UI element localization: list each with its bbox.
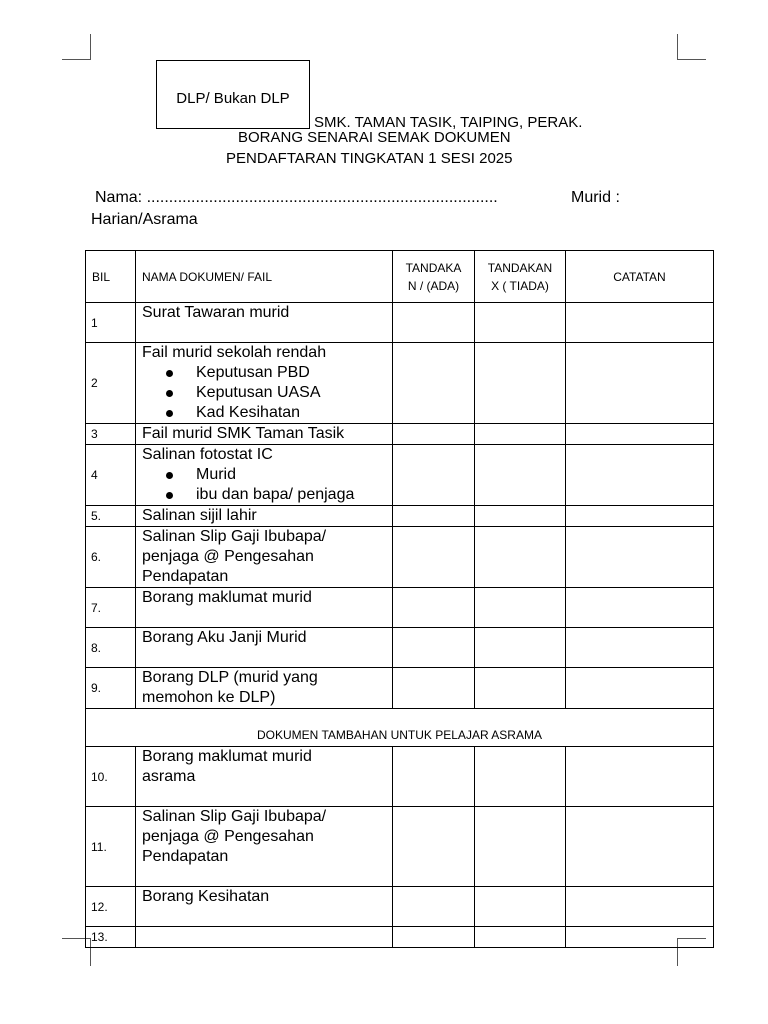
- document-name-cell: [136, 445, 393, 506]
- tick-available-cell[interactable]: [393, 668, 475, 709]
- dlp-status-label: DLP/ Bukan DLP: [176, 90, 290, 107]
- school-name: SMK. TAMAN TASIK, TAIPING, PERAK.: [314, 114, 583, 131]
- row-number: 3: [86, 424, 136, 445]
- tick-available-cell[interactable]: [393, 527, 475, 588]
- document-name-line: Borang Kesihatan: [142, 888, 270, 905]
- tick-unavailable-cell[interactable]: [475, 303, 566, 343]
- tick-available-cell[interactable]: [393, 506, 475, 527]
- document-name-line: Salinan sijil lahir: [142, 507, 257, 524]
- document-name-cell: [136, 628, 393, 668]
- document-name-line: Pendapatan: [142, 568, 229, 585]
- sub-document-item: Keputusan PBD: [166, 363, 386, 383]
- row-number: 4: [86, 445, 136, 506]
- row-number: 8.: [86, 628, 136, 668]
- table-row: [86, 668, 714, 709]
- crop-mark-top-left-v: [90, 34, 91, 59]
- document-name-line: Borang maklumat murid: [142, 748, 312, 765]
- sub-document-item: Murid: [166, 465, 386, 485]
- header-bil: BIL: [86, 251, 136, 303]
- header-tick-unavailable-line-1: TANDAKAN: [487, 260, 553, 275]
- tick-unavailable-cell[interactable]: [475, 506, 566, 527]
- document-name-cell: [136, 527, 393, 588]
- tick-available-cell[interactable]: [393, 887, 475, 927]
- notes-cell[interactable]: [566, 343, 714, 424]
- crop-mark-top-left-h: [62, 59, 91, 60]
- sub-document-list: [142, 363, 386, 423]
- table-row: [86, 343, 714, 424]
- notes-cell[interactable]: [566, 628, 714, 668]
- notes-cell[interactable]: [566, 668, 714, 709]
- document-name-line: Salinan fotostat IC: [142, 446, 273, 463]
- row-number: 12.: [86, 887, 136, 927]
- sub-document-item: Keputusan UASA: [166, 383, 386, 403]
- sub-document-item: ibu dan bapa/ penjaga: [166, 485, 386, 505]
- form-subtitle: PENDAFTARAN TINGKATAN 1 SESI 2025: [226, 150, 513, 167]
- tick-unavailable-cell[interactable]: [475, 527, 566, 588]
- student-type-label: Murid :: [571, 189, 620, 206]
- document-name-cell: [136, 343, 393, 424]
- document-name-line: asrama: [142, 768, 196, 785]
- header-tick-available-line-1: TANDAKA: [405, 260, 462, 275]
- tick-available-cell[interactable]: [393, 807, 475, 887]
- tick-unavailable-cell[interactable]: [475, 747, 566, 807]
- tick-available-cell[interactable]: [393, 303, 475, 343]
- tick-available-cell[interactable]: [393, 927, 475, 948]
- table-row: [86, 927, 714, 948]
- table-header-row: [86, 251, 714, 303]
- document-name-line: Salinan Slip Gaji Ibubapa/: [142, 528, 327, 545]
- row-number: 9.: [86, 668, 136, 709]
- table-row: [86, 445, 714, 506]
- document-name-line: Pendapatan: [142, 848, 229, 865]
- table-row: [86, 588, 714, 628]
- table-row: [86, 628, 714, 668]
- header-tick-available: [393, 251, 475, 303]
- tick-unavailable-cell[interactable]: [475, 927, 566, 948]
- sub-document-list: [142, 465, 386, 505]
- table-row: [86, 424, 714, 445]
- document-name-cell: [136, 588, 393, 628]
- crop-mark-top-right-v: [677, 34, 678, 59]
- tick-available-cell[interactable]: [393, 424, 475, 445]
- row-number: 1: [86, 303, 136, 343]
- tick-unavailable-cell[interactable]: [475, 424, 566, 445]
- tick-available-cell[interactable]: [393, 588, 475, 628]
- tick-unavailable-cell[interactable]: [475, 887, 566, 927]
- tick-unavailable-cell[interactable]: [475, 807, 566, 887]
- document-name-cell: [136, 887, 393, 927]
- row-number: 6.: [86, 527, 136, 588]
- student-type-options: Harian/Asrama: [91, 211, 198, 228]
- row-number: 5.: [86, 506, 136, 527]
- tick-available-cell[interactable]: [393, 747, 475, 807]
- document-name-cell: [136, 747, 393, 807]
- document-name-line: Borang DLP (murid yang: [142, 669, 318, 686]
- notes-cell[interactable]: [566, 527, 714, 588]
- notes-cell[interactable]: [566, 303, 714, 343]
- tick-available-cell[interactable]: [393, 628, 475, 668]
- notes-cell[interactable]: [566, 506, 714, 527]
- tick-unavailable-cell[interactable]: [475, 588, 566, 628]
- table-row: [86, 527, 714, 588]
- document-name-line: penjaga @ Pengesahan: [142, 548, 314, 565]
- table-row: [86, 303, 714, 343]
- header-tick-unavailable: [475, 251, 566, 303]
- row-number: 10.: [86, 747, 136, 807]
- table-row: [86, 887, 714, 927]
- table-row: [86, 807, 714, 887]
- table-row: [86, 506, 714, 527]
- tick-unavailable-cell[interactable]: [475, 445, 566, 506]
- sub-document-item: Kad Kesihatan: [166, 403, 386, 423]
- notes-cell[interactable]: [566, 927, 714, 948]
- document-name-cell: [136, 668, 393, 709]
- crop-mark-top-right-h: [677, 59, 706, 60]
- row-number: 11.: [86, 807, 136, 887]
- tick-unavailable-cell[interactable]: [475, 628, 566, 668]
- tick-available-cell[interactable]: [393, 445, 475, 506]
- form-title: BORANG SENARAI SEMAK DOKUMEN: [238, 129, 511, 146]
- notes-cell[interactable]: [566, 588, 714, 628]
- document-name-line: Surat Tawaran murid: [142, 304, 290, 321]
- row-number: 2: [86, 343, 136, 424]
- table-row: [86, 747, 714, 807]
- document-name-cell: [136, 303, 393, 343]
- dlp-status-box: [156, 60, 310, 129]
- name-field[interactable]: Nama: ...............................................................................: [95, 189, 498, 206]
- header-notes: CATATAN: [566, 251, 714, 303]
- document-name-line: Borang maklumat murid: [142, 589, 312, 606]
- document-name-line: Salinan Slip Gaji Ibubapa/: [142, 808, 327, 825]
- document-name-cell: [136, 424, 393, 445]
- section-row: [86, 709, 714, 747]
- header-tick-available-line-2: N / (ADA): [407, 278, 460, 293]
- notes-cell[interactable]: [566, 887, 714, 927]
- document-name-cell: [136, 506, 393, 527]
- document-checklist-table: [85, 250, 714, 948]
- notes-cell[interactable]: [566, 807, 714, 887]
- boarding-section-title: DOKUMEN TAMBAHAN UNTUK PELAJAR ASRAMA: [86, 709, 714, 747]
- document-name-cell: [136, 807, 393, 887]
- notes-cell[interactable]: [566, 424, 714, 445]
- row-number: 7.: [86, 588, 136, 628]
- tick-unavailable-cell[interactable]: [475, 343, 566, 424]
- notes-cell[interactable]: [566, 747, 714, 807]
- document-name-cell: [136, 927, 393, 948]
- document-name-line: Borang Aku Janji Murid: [142, 629, 307, 646]
- notes-cell[interactable]: [566, 445, 714, 506]
- row-number: 13.: [86, 927, 136, 948]
- document-name-line: memohon ke DLP): [142, 689, 276, 706]
- document-name-line: penjaga @ Pengesahan: [142, 828, 314, 845]
- document-name-line: Fail murid sekolah rendah: [142, 344, 327, 361]
- header-document-name: NAMA DOKUMEN/ FAIL: [136, 251, 393, 303]
- document-name-line: Fail murid SMK Taman Tasik: [142, 425, 345, 442]
- tick-available-cell[interactable]: [393, 343, 475, 424]
- tick-unavailable-cell[interactable]: [475, 668, 566, 709]
- header-tick-unavailable-line-2: X ( TIADA): [491, 278, 549, 293]
